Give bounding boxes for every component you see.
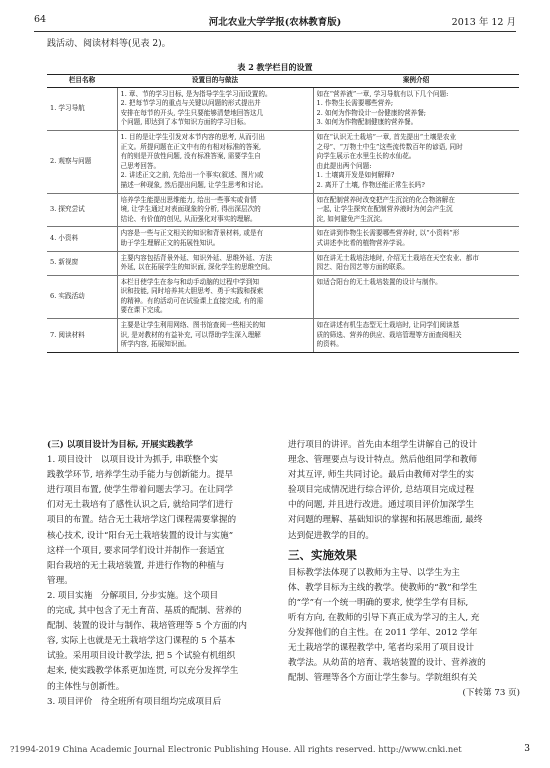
body-line: 理念、管理要点与设计特点。然后他组同学和教师 — [288, 455, 478, 466]
section-heading: (三) 以项目设计为目标, 开展实践教学 — [47, 440, 194, 450]
method-cell — [117, 130, 313, 193]
body-line: 核心技术, 设计“阳台无土栽培装置的设计与实施” — [47, 530, 234, 541]
cell-line: 2. 把每节学习的重点与关键以问题的形式提出并 — [120, 99, 261, 108]
cell-line: 2. 如何为作物设计一份健康的营养餐; — [316, 108, 427, 117]
body-line: 听有方向, 在教师的引导下真正成为学习的主人, 充 — [288, 612, 480, 623]
table-caption: 表 2 教学栏目的设置 — [237, 62, 313, 72]
cell-line: 培养学生能提出思维能力, 给出一些事实或肯情 — [120, 195, 257, 204]
cell-line: 如在配制营养时改变把产生沉淀的化合物溶解在 — [316, 195, 455, 204]
body-line: 进行项目的讲评。首先由本组学生讲解自己的设计 — [288, 440, 478, 450]
body-line: 阳台栽培的无土栽培装置, 并进行作物的种植与 — [47, 560, 225, 571]
cell-line: 结论、有价值的创见, 从而强化对事实的理解。 — [120, 214, 257, 223]
column-name-cell: 5. 新视窗 — [47, 251, 117, 275]
method-cell — [117, 193, 313, 227]
cell-line: 由此提出两个问题: — [316, 161, 372, 170]
continued-note: (下转第 73 页) — [462, 688, 520, 699]
cell-line: 园艺、阳台园艺等方面的联系。 — [316, 263, 409, 272]
case-cell — [313, 87, 519, 130]
cell-line: 的资料。 — [316, 340, 343, 349]
table-row — [47, 227, 519, 251]
body-line: 项目的布置。结合无土栽培学这门课程需要掌握的 — [47, 515, 237, 526]
table-header-row — [47, 75, 519, 88]
table-header-cell: 栏目名称 — [47, 75, 117, 88]
body-line: 教学法。从幼苗的培育、栽培装置的设计、营养液的 — [288, 658, 486, 669]
cell-line: 主要内容包括背景外延、知识外延、思维外延、方法 — [120, 253, 273, 262]
case-cell — [313, 275, 519, 318]
body-line: 1. 项目设计 以项目设计为抓手, 串联整个实 — [47, 455, 219, 466]
table-row — [47, 275, 519, 318]
body-line: 验项目完成情况进行综合评价, 总结项目完成过程 — [288, 485, 474, 496]
cell-line: 境, 让学生通过对表面现象的分析, 得出深层次的 — [120, 205, 261, 214]
table-row — [47, 193, 519, 227]
footer-page-number: 3 — [524, 744, 530, 754]
cell-line: 如在讲无土栽培法地时, 介绍无土栽培在天空农业、都市 — [316, 253, 479, 262]
body-line: 达到促进教学的目的。 — [288, 530, 374, 541]
cell-line: 向学生展示在水里生长的水仙花。 — [316, 152, 416, 161]
table-header-cell: 设置目的与做法 — [117, 75, 313, 88]
body-line: 试验。采用项目设计教学法, 把 5 个试验有机组织 — [47, 651, 236, 662]
case-cell — [313, 227, 519, 251]
cell-line: 如在“营养液”一章, 学习导航有以下几个问题: — [316, 89, 449, 98]
cell-line: 描述一种现象, 然后提出问题, 让学生思考和讨论。 — [120, 180, 268, 189]
body-line: 的“学”有一个统一明确的要求, 使学生学有目标, — [288, 597, 469, 608]
case-cell — [313, 251, 519, 275]
table-row — [47, 130, 519, 193]
cell-line: 之母”、“万物土中生”这些流传数百年的谚语, 同时 — [316, 142, 463, 151]
column-name-cell: 6. 实践活动 — [47, 275, 117, 318]
body-line: 进行项目布置, 使学生带着问题去学习。在让同学 — [47, 485, 233, 496]
cell-line: 助于学生理解正文的拓展性知识。 — [120, 238, 220, 247]
method-cell — [117, 319, 313, 353]
method-cell — [117, 227, 313, 251]
body-line: 3. 项目评价 待全班所有项目组均完成项目后 — [47, 696, 222, 707]
teaching-columns-table — [47, 74, 519, 353]
case-cell — [313, 130, 519, 193]
cell-line: 本栏目使学生在参与和动手动脑的过程中学到知 — [120, 277, 259, 286]
body-line: 目标教学法体现了以教师为主导、以学生为主 — [288, 567, 460, 578]
cell-line: 1. 土壤离开发是如何解释? — [316, 171, 395, 180]
header-journal-title: 河北农业大学学报(农林教育版) — [208, 17, 342, 28]
cell-line: 内容是一些与正文相关的知识和背景材料, 或是有 — [120, 229, 264, 238]
method-cell — [117, 251, 313, 275]
cell-line: 识和技能, 同时培养其大胆思考、勇于实践和探索 — [120, 287, 264, 296]
body-line: 对问题的理解、基础知识的掌握和拓展思维面, 最终 — [288, 515, 483, 526]
cell-line: 式讲述李比希的植物营养学说。 — [316, 238, 409, 247]
body-line: 对其互评, 师生共同讨论。最后由教师对学生的实 — [288, 470, 474, 481]
left-column — [47, 438, 272, 710]
header-divider — [34, 31, 516, 32]
column-name-cell: 3. 探究尝试 — [47, 193, 117, 227]
cell-line: 己思考回答。 — [120, 161, 161, 170]
table-row — [47, 87, 519, 130]
cell-line: 安排在每节的开头, 学生只要能够清楚地回答这几 — [120, 108, 264, 117]
body-line: 体、教学目标为主线的教学。使教师的“教”和学生 — [288, 582, 478, 593]
method-cell — [117, 275, 313, 318]
body-line: 起来, 使实践教学体系更加连贯, 可以充分发挥学生 — [47, 666, 239, 677]
cell-line: 2. 离开了土壤, 作物还能正常生长吗? — [316, 180, 425, 189]
cell-line: 1. 作物生长需要哪些营养; — [316, 99, 394, 108]
cell-line: 如在“认识无土栽培”一章, 首先提出“土壤是农业 — [316, 132, 457, 141]
cell-line: 1. 章、节的学习目标, 是为指导学生学习而设置的。 — [120, 89, 272, 98]
body-line: 的完成, 其中包含了无土育苗、基质的配制、营养的 — [47, 606, 242, 617]
cell-line: 1. 目的是让学生引发对本节内容的思考, 从而引出 — [120, 132, 265, 141]
body-line: 配制、装置的设计与制作、栽培管理等 5 个方面的内 — [47, 621, 247, 632]
footer-copyright: ?1994-2019 China Academic Journal Electronic Publishing House. All rights reserved. http://www.cnki.net — [10, 744, 462, 754]
running-header — [34, 14, 516, 30]
table-row — [47, 251, 519, 275]
body-line: 践教学环节, 培养学生动手能力与创新能力。提早 — [47, 470, 233, 481]
cell-line: 质的筛选、营养的供应、栽培管理等方面查阅相关 — [316, 330, 462, 339]
cell-line: 个问题, 即达到了本节知识方面的学习目标。 — [120, 118, 250, 127]
body-line: 这样一个项目, 要求同学们设计并制作一套适宜 — [47, 545, 225, 556]
cell-line: 的精神。有的活动可在试验课上直接完成, 有的需 — [120, 296, 264, 305]
cell-line: 3. 如何为作物配制健康的营养餐。 — [316, 118, 418, 127]
cell-line: 如在讲到作物生长需要哪些营养时, 以“小资料”形 — [316, 229, 460, 238]
section-heading: 三、实施效果 — [288, 547, 357, 562]
cell-line: 如适合阳台的无土栽培装置的设计与制作。 — [316, 277, 442, 286]
cell-line: 外延, 以在拓展学生的知识面, 深化学生的思维空间。 — [120, 263, 274, 272]
case-cell — [313, 193, 519, 227]
cell-line: 如在讲述有机生态型无土栽培时, 让同学们阅读基 — [316, 321, 460, 330]
cell-line: 正文。所提问题在正文中有的有相对标准的答案, — [120, 142, 262, 151]
table-body — [47, 87, 519, 352]
header-date: 2013 年 12 月 — [451, 17, 516, 28]
body-line: 中的问题, 并且进行改进。通过项目评价加深学生 — [288, 500, 474, 511]
method-cell — [117, 87, 313, 130]
body-line: 分发挥他们的自主性。在 2011 学年、2012 学年 — [288, 628, 478, 639]
column-name-cell: 2. 观察与问题 — [47, 130, 117, 193]
column-name-cell: 4. 小资料 — [47, 227, 117, 251]
table-row — [47, 319, 519, 353]
cell-line: 有的则是开放性问题, 没有标准答案, 需要学生自 — [120, 152, 261, 161]
body-line: 配制、管理等各个方面让学生参与。学院组织有关 — [288, 673, 478, 684]
body-line: 2. 项目实施 分解项目, 分步实施。这个项目 — [47, 590, 219, 601]
intro-text: 践活动、阅读材料等(见表 2)。 — [47, 39, 171, 49]
cell-line: 主要是让学生利用网络、图书馆查阅一些相关的知 — [120, 321, 266, 330]
cell-line: 识, 是对教材的有益补充, 可以帮助学生深入理解 — [120, 330, 261, 339]
body-line: 管理。 — [47, 575, 73, 586]
case-cell — [313, 319, 519, 353]
cell-line: 淀, 如何避免产生沉淀。 — [316, 214, 387, 223]
cell-line: 所学内容, 拓展知识面。 — [120, 340, 191, 349]
body-line: 无土栽培学的课程教学中, 笔者均采用了项目设计 — [288, 643, 474, 654]
column-name-cell: 7. 阅读材料 — [47, 319, 117, 353]
right-column — [288, 438, 520, 702]
body-line: 的主体性与创新性。 — [47, 681, 125, 692]
header-page-number: 64 — [34, 14, 47, 25]
cell-line: 2. 讲述正文之前, 先给出一个事实(叙述、图片)或 — [120, 171, 264, 180]
body-line: 容, 实际上也就是无土栽培学这门课程的 5 个基本 — [47, 636, 236, 647]
body-line: 们对无土栽培有了感性认识之后, 就给同学们进行 — [47, 500, 233, 511]
column-name-cell: 1. 学习导航 — [47, 87, 117, 130]
cell-line: 要在课下完成。 — [120, 306, 167, 315]
cell-line: 一起, 让学生探究在配制营养液时为何会产生沉 — [316, 205, 453, 214]
table-header-cell: 案例介绍 — [313, 75, 519, 88]
